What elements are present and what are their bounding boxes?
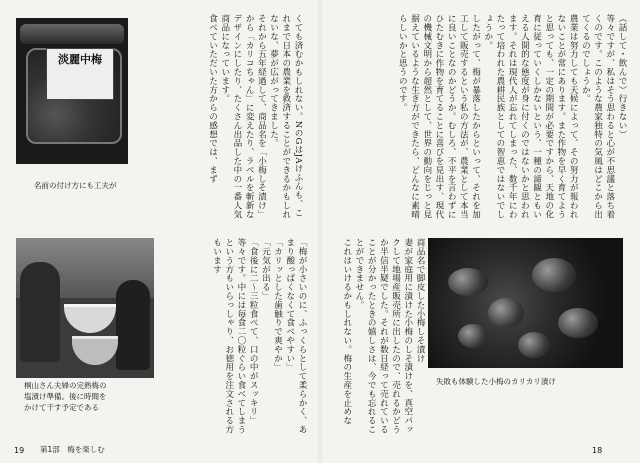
right-page: [320, 0, 640, 463]
karikari-plums-photo: [428, 238, 623, 368]
left-column-top-text: くても済むかもしれない。NのGはJAけふんも、これまで日本の農業を救済することができるかもしれないな、夢が広がってきました。 それから五年経過して、商品名を「小梅しそ漬け」から「カリコちゃん」に変えたり、ラベルを斬新なデザインにしたり、たくさん出品した中の一番人気商品になっています。 食べていただいた方からの感想では、まず: [207, 14, 303, 219]
couple-salting-photo: [16, 238, 154, 378]
right-column-top-text: （話して・飲んで）行きない） 等々ですが、私はそう思わると心が不思議と落ち着くのです。このような農家独特の気風はどこから出てくるのでしょうか。 農業は努力しても天候によって、その努力が報われないことが常にあります。また作物を早く育てようと思っても、一定の期間が必要ですから、天地の化育に従っていくしかないという、一種の諦観ともいえる人間的な態度が身に付くのではないかと思われます。それは現代人が忘れてしまった、数千年にわたって培われた農耕民族としての智恵ではないでしょうか。 したがって、梅が暴落したからといって、それを加工して販売するという私の方法が、農業として本当に良いことなのかどうか。むしろ、不平を言わずにひたむきに作物を育てることに喜びを見出す、現代の機械文明から超然として、世界の動向をじっと見据えているような生き方ができたら、どんなに素晴らしいかと思うのです。: [397, 14, 627, 219]
karikari-plums-caption: 失敗も体験した小梅のカリカリ漬け: [436, 377, 556, 386]
plum-pack-photo: [16, 18, 128, 164]
running-head: 第1部 梅を楽しむ: [40, 445, 105, 454]
page-number-left: 19: [14, 446, 25, 455]
plum-pack-label: 淡麗中梅: [46, 48, 114, 100]
plum-pack-caption: 名前の付け方にも工夫が: [34, 181, 117, 190]
couple-salting-caption: 桐山さん夫婦の完熟梅の 塩漬け準備。後に時間を かけて干す予定である: [24, 381, 107, 412]
page-number-right: 18: [592, 446, 603, 455]
left-column-bottom-text: 「梅が小さいのに、ふっくらとして柔らかく、あまり酸っぱくなくて食べやすい」 「カリッとした歯触りで爽やか」 「元気が出る」 「食後に二～三粒食べて、口の中がスッキリ」 等々です。中には毎食二〇粒ぐらい食べてしまうという方もいらっしゃり、お徳用を注文される方もいます: [211, 238, 307, 434]
right-column-bottom-text: 商品名で脚皮した小梅しそ漬け 妻が家庭用に漬けた小梅のしそ漬けを、真空パックして地場産販売所に出したので、売れるかどうか半信半疑でした。それが数日経って売れていることが分かったときの嬉しさは、今でも忘れることができません。 これはいけるかもしれない。梅の生産を止めな: [341, 238, 425, 434]
